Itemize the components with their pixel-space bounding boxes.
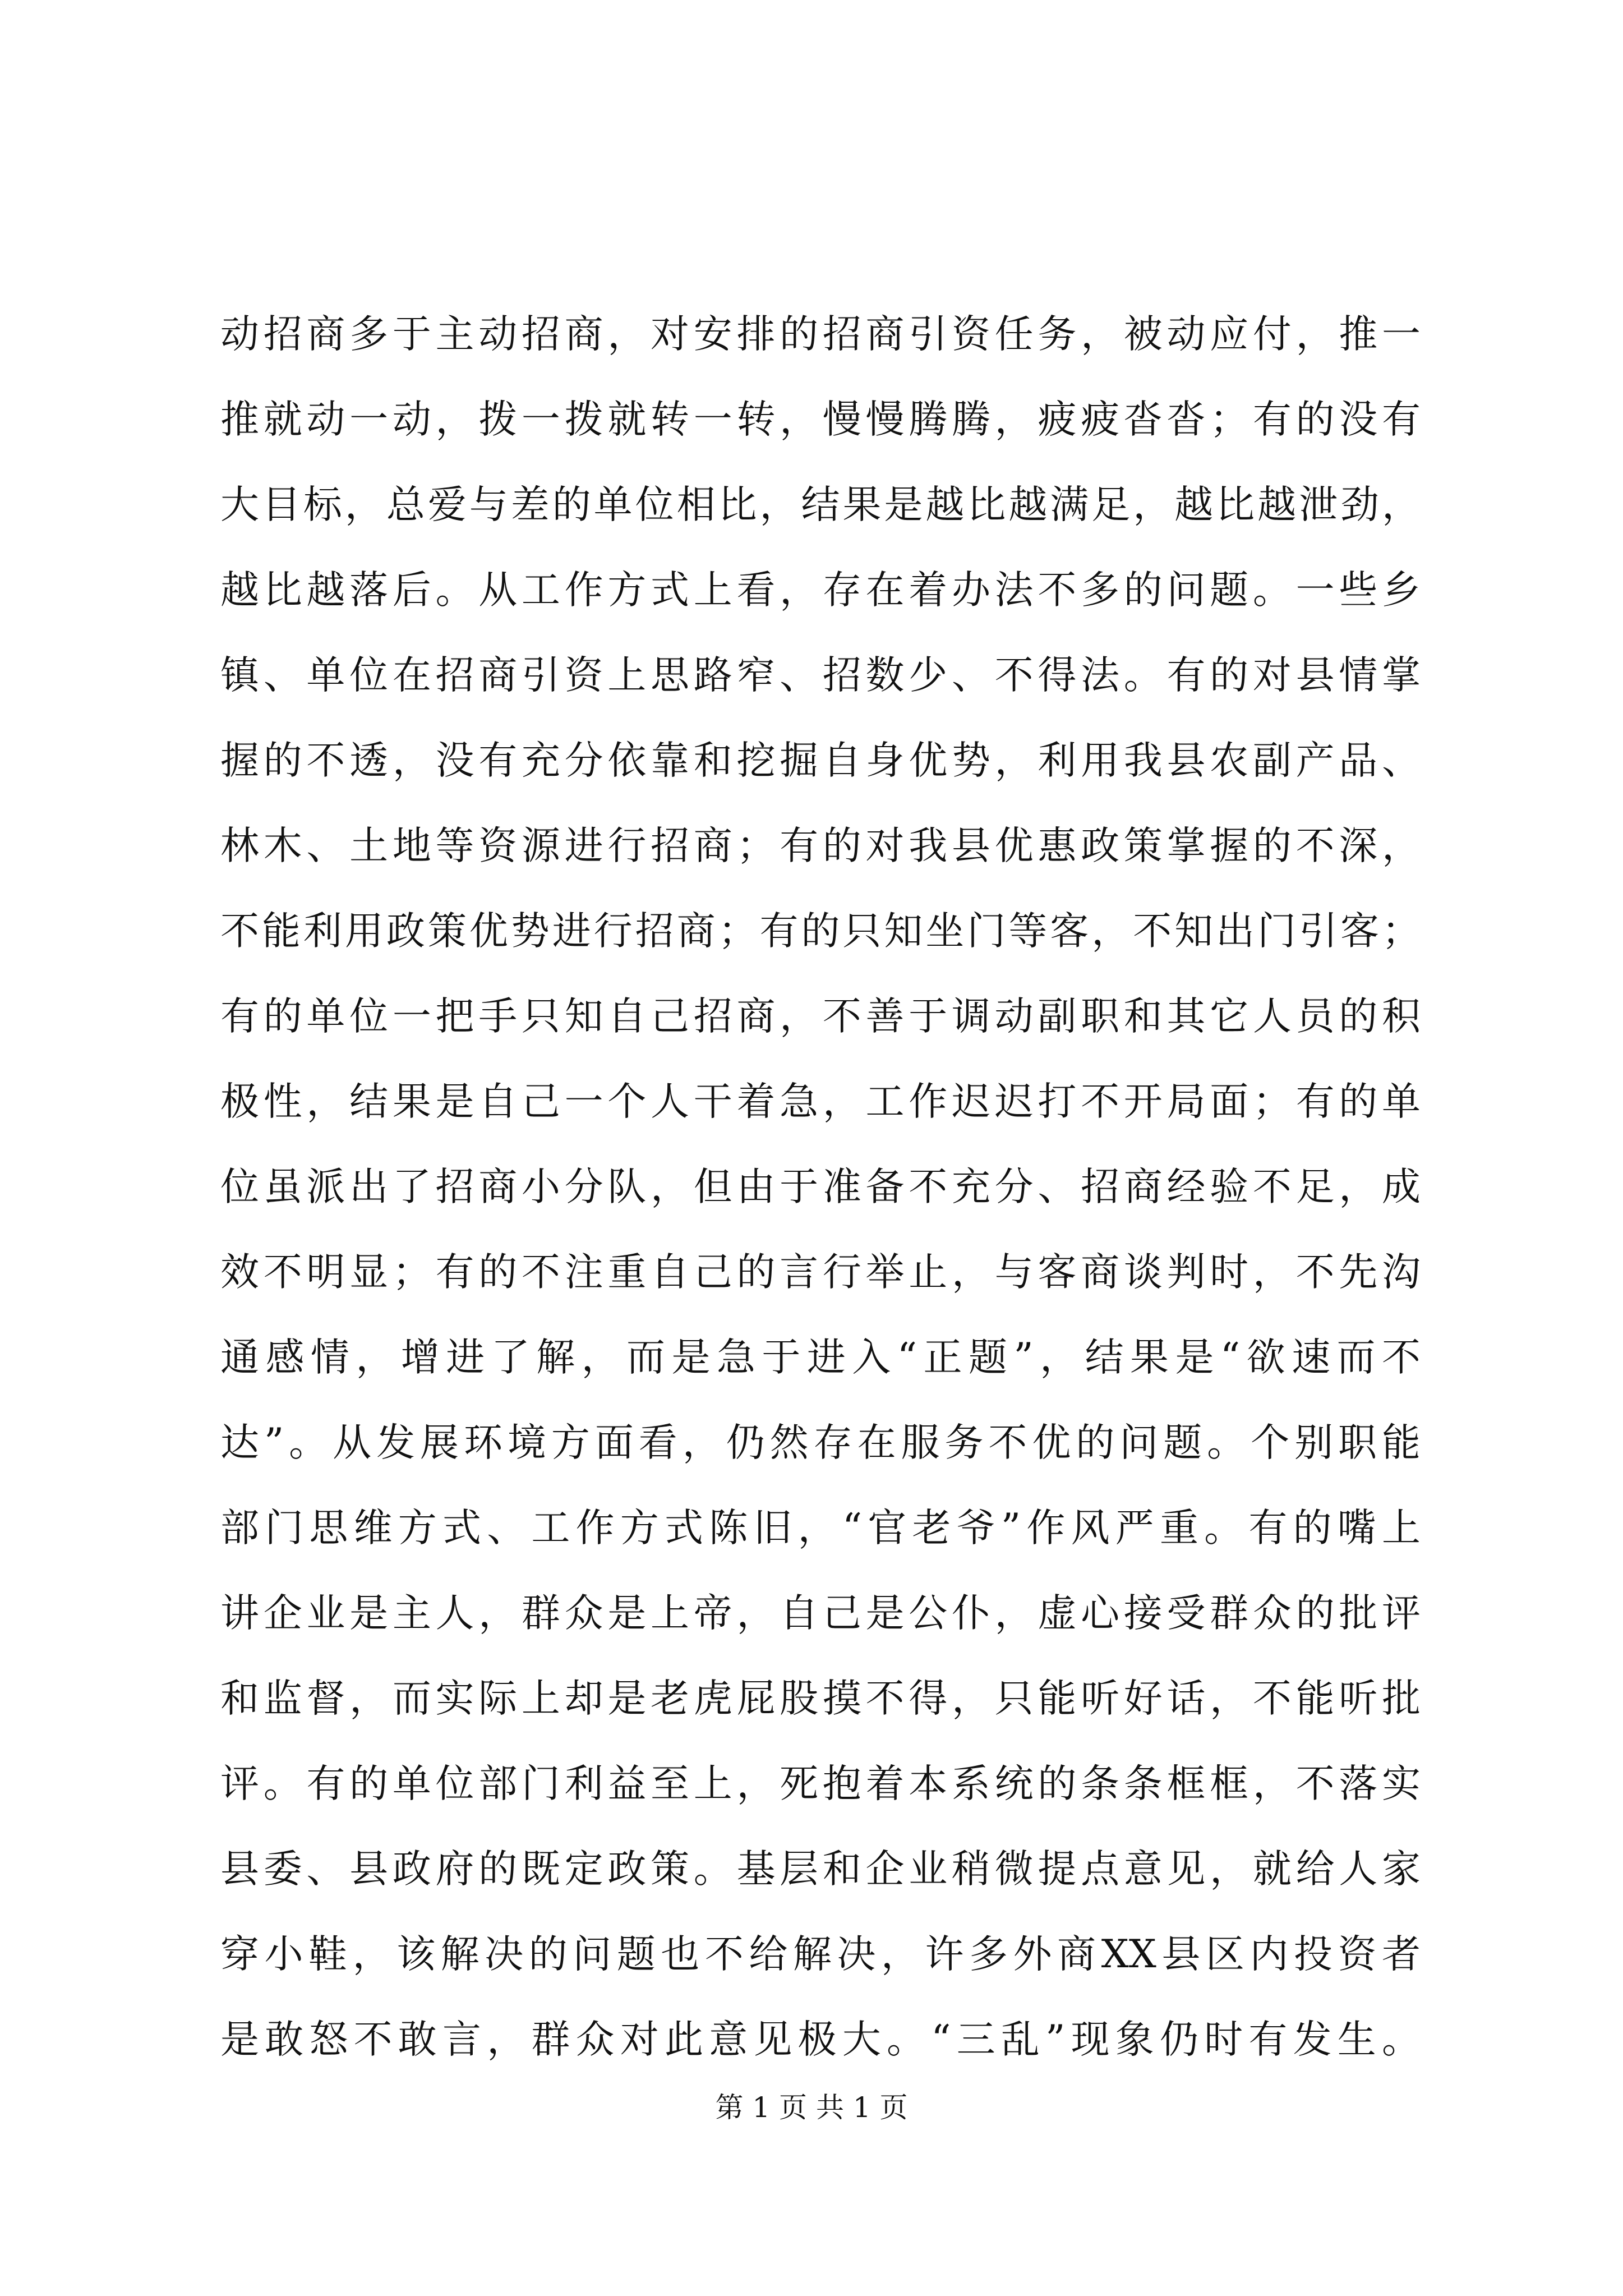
text-line: 推就动一动，拨一拨就转一转，慢慢腾腾，疲疲沓沓；有的没有 (220, 397, 1421, 442)
text-line: 穿小鞋，该解决的问题也不给解决，许多外商XX县区内投资者 (220, 1932, 1421, 1977)
text-line: 效不明显；有的不注重自己的言行举止，与客商谈判时，不先沟 (220, 1250, 1421, 1295)
page-footer (0, 2088, 1623, 2127)
text-line: 不能利用政策优势进行招商；有的只知坐门等客，不知出门引客； (220, 909, 1421, 954)
text-line: 大目标，总爱与差的单位相比，结果是越比越满足，越比越泄劲， (220, 482, 1421, 527)
text-line: 握的不透，没有充分依靠和挖掘自身优势，利用我县农副产品、 (220, 738, 1421, 783)
text-line: 评。有的单位部门利益至上，死抱着本系统的条条框框，不落实 (220, 1761, 1421, 1806)
text-line: 有的单位一把手只知自己招商，不善于调动副职和其它人员的积 (220, 994, 1421, 1039)
text-line: 达”。从发展环境方面看，仍然存在服务不优的问题。个别职能 (220, 1420, 1421, 1465)
text-line: 极性，结果是自己一个人干着急，工作迟迟打不开局面；有的单 (220, 1079, 1421, 1124)
text-line: 通感情，增进了解，而是急于进入“正题”，结果是“欲速而不 (220, 1335, 1421, 1380)
text-line: 越比越落后。从工作方式上看，存在着办法不多的问题。一些乡 (220, 568, 1421, 613)
text-line: 县委、县政府的既定政策。基层和企业稍微提点意见，就给人家 (220, 1847, 1421, 1892)
text-line: 和监督，而实际上却是老虎屁股摸不得，只能听好话，不能听批 (220, 1676, 1421, 1721)
text-line: 动招商多于主动招商，对安排的招商引资任务，被动应付，推一 (220, 312, 1421, 357)
text-line: 是敢怒不敢言，群众对此意见极大。“三乱”现象仍时有发生。 (220, 2017, 1421, 2062)
page-number-label: 第 1 页 共 1 页 (715, 2091, 908, 2124)
text-line: 部门思维方式、工作方式陈旧，“官老爷”作风严重。有的嘴上 (220, 1506, 1421, 1550)
text-line: 镇、单位在招商引资上思路窄、招数少、不得法。有的对县情掌 (220, 653, 1421, 698)
text-line: 讲企业是主人，群众是上帝，自己是公仆，虚心接受群众的批评 (220, 1591, 1421, 1636)
text-line: 位虽派出了招商小分队，但由于准备不充分、招商经验不足，成 (220, 1165, 1421, 1209)
text-line: 林木、土地等资源进行招商；有的对我县优惠政策掌握的不深， (220, 823, 1421, 868)
body-text (220, 292, 1421, 2082)
